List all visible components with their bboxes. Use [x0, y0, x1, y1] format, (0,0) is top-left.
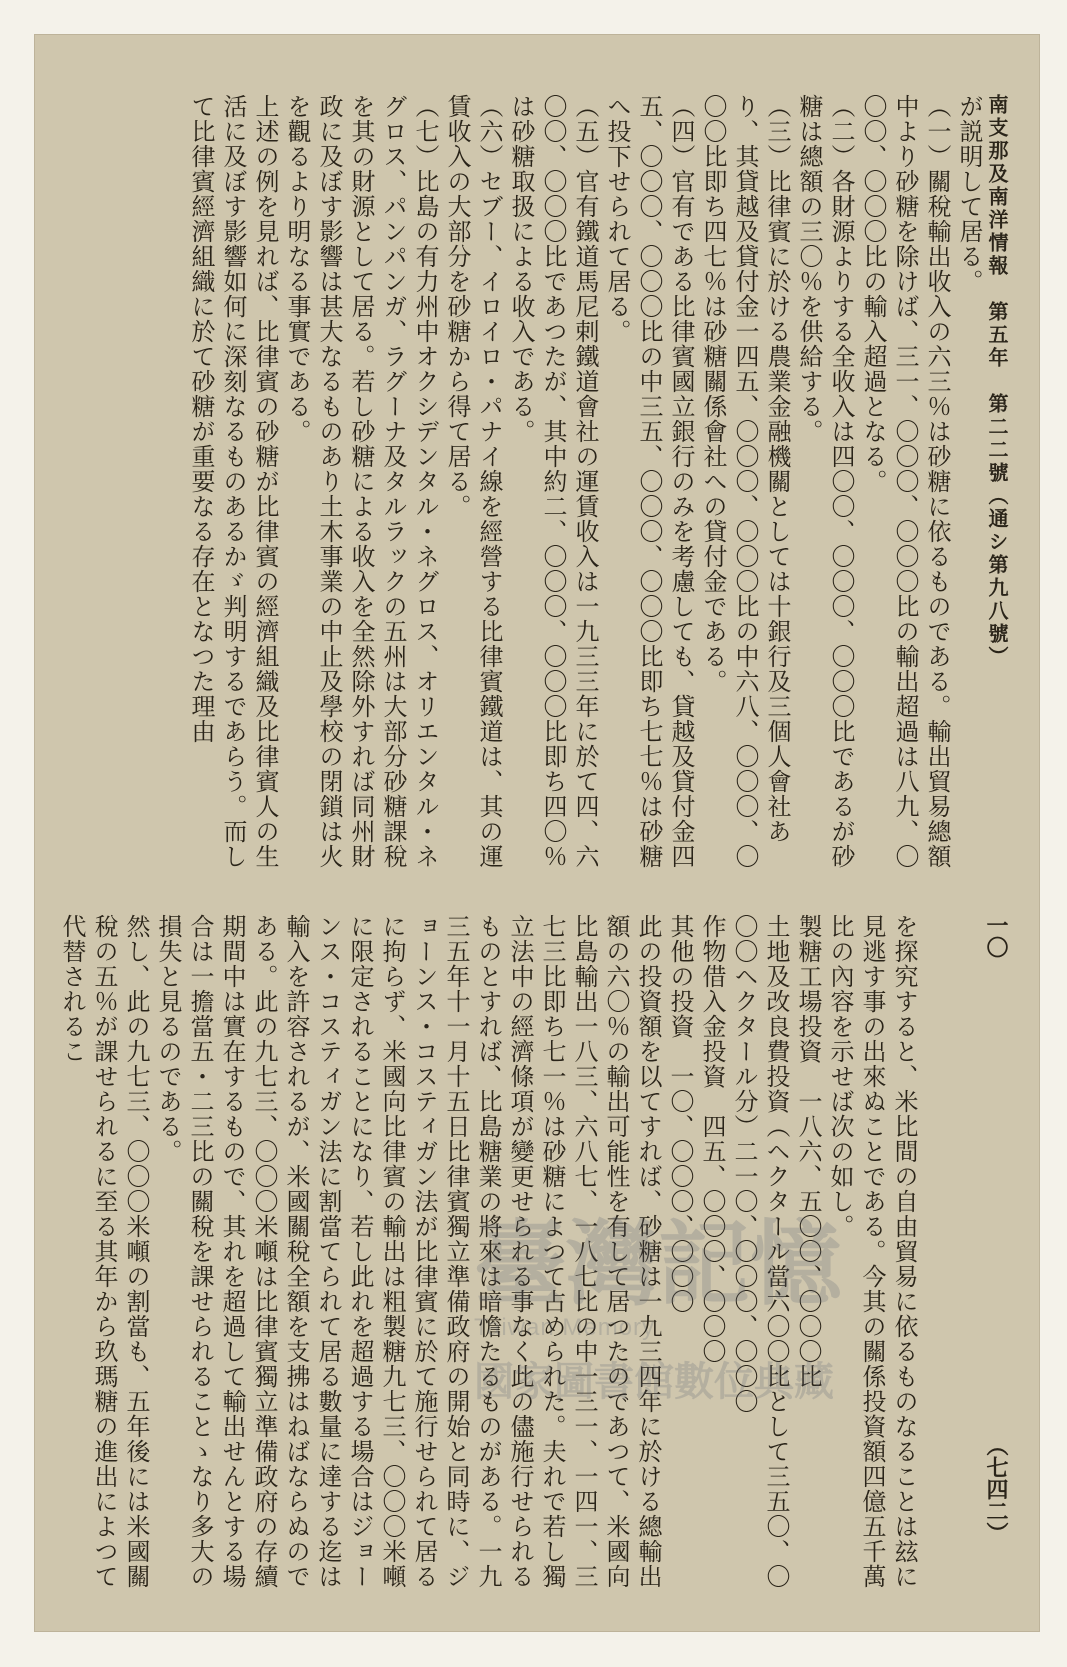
investment-line: 土地及改良費投資（ヘクタール當六〇〇比として三五〇、〇〇〇ヘクタール分）二一〇、〇〇〇、〇〇〇	[730, 914, 790, 1589]
paragraph: （五）官有鐵道馬尼剌鐵道會社の運賃收入は一九三三年に於て四、六〇〇、〇〇〇比であつたが、其中約二、〇〇〇、〇〇〇比即ち四〇％は砂糖取扱による收入である。	[507, 94, 599, 869]
upper-text-block	[187, 94, 985, 874]
paragraph: が説明して居る。	[955, 94, 983, 294]
running-head-page-total: （七四二）	[983, 1434, 1009, 1544]
paragraph: （四）官有である比律賓國立銀行のみを考慮しても、貸越及貸付金四五、〇〇〇、〇〇〇比の中三五、〇〇〇、〇〇〇比即ち七七％は砂糖へ投下せられて居る。	[603, 94, 695, 869]
watermark-sub: 國家圖書館數位典藏	[474, 1358, 834, 1405]
paragraph: （六）セブー、イロイロ・パナイ線を經營する比律賓鐵道は、其の運賃收入の大部分を砂糖から得て居る。	[443, 94, 503, 869]
lower-text-block	[58, 914, 920, 1604]
running-head-page-number: 一〇	[983, 914, 1009, 958]
paragraph: を探究すると、米比間の自由貿易に依るものなることは玆に見逃す事の出來ぬことである。今其の關係投資額四億五千萬比の內容を示せば次の如し。	[826, 914, 918, 1589]
paragraph: 此の投資額を以てすれば、砂糖は一九三四年に於ける總輸出額の六〇％の輸出可能性を有して居つたのであつて、米國向比島輸出一八三、六八七、一八七比の中一三一、一四一、三七三比即ち七一％は砂糖によつて占められた。夫れで若し獨立法中の經濟條項が變更せられる事なく此の儘施行せられるものとすれば、比島糖業の將來は暗憺たるものがある。一九三五年十一月十五日比律賓獨立準備政府の開始と同時に、ジョーンス・コスティガン法が比律賓に於て施行せられて居るに拘らず、米國向比律賓の輸出は粗製糖九七三、〇〇〇米噸に限定されることになり、若し此れを超過する場合はジョーンス・コスティガン法に割當てられて居る數量に達する迄は輸入を許容されるが、米國關稅全額を支拂はねばならぬのである。此の九七三、〇〇〇米噸は比律賓獨立準備政府の存續期間中は實在するもので、其れを超過して輸出せんとする場合は一擔當五・二三比の關稅を課せられることゝなり多大の損失と見るのである。	[154, 914, 662, 1589]
watermark-kanji: 臺灣記憶	[474, 1210, 843, 1318]
paragraph: 上述の例を見れば、比律賓の砂糖が比律賓の經濟組織及比律賓人の生活に及ぼす影響如何に深刻なるものあるかゞ判明するであらう。而して比律賓經濟組織に於て砂糖が重要なる存在となつた理由	[187, 94, 279, 869]
running-head-title: 南支那及南洋情報 第五年 第二二號（通シ第九八號）	[985, 94, 1009, 669]
document-page	[34, 34, 1040, 1632]
paragraph: 然し、此の九七三、〇〇〇米噸の割當も、五年後には米國關稅の五％が課せられるに至る其年から玖瑪糖の進出によつて代替されるこ	[58, 914, 150, 1589]
investment-line: 製糖工場投資 一八六、五〇〇、〇〇〇比	[794, 914, 822, 1389]
watermark-english: Taiwan Memory	[474, 1314, 656, 1341]
paragraph: （一）關稅輸出收入の六三％は砂糖に依るものである。輸出貿易總額中より砂糖を除けば、三一、〇〇〇、〇〇〇比の輸出超過は八九、〇〇〇、〇〇〇比の輸入超過となる。	[859, 94, 951, 869]
investment-line: 作物借入金投資 四五、〇〇〇、〇〇〇	[698, 914, 726, 1364]
investment-line: 其他の投資 一〇、〇〇〇、〇〇〇	[666, 914, 694, 1314]
paragraph: （三）比律賓に於ける農業金融機關としては十銀行及三個人會社あり、其貸越及貸付金一四五、〇〇〇、〇〇〇比の中六八、〇〇〇、〇〇〇比即ち四七％は砂糖關係會社への貸付金である。	[699, 94, 791, 869]
paragraph: （七）比島の有力州中オクシデンタル・ネグロス、オリエンタル・ネグロス、パンパンガ、ラグーナ及タルラックの五州は大部分砂糖課稅を其の財源として居る。若し砂糖による收入を全然除外すれば同州財政に及ぼす影響は甚大なるものあり土木事業の中止及學校の閉鎖は火を觀るより明なる事實である。	[283, 94, 439, 869]
paragraph: （二）各財源よりする全收入は四〇〇、〇〇〇、〇〇〇比であるが砂糖は總額の三〇％を供給する。	[795, 94, 855, 869]
